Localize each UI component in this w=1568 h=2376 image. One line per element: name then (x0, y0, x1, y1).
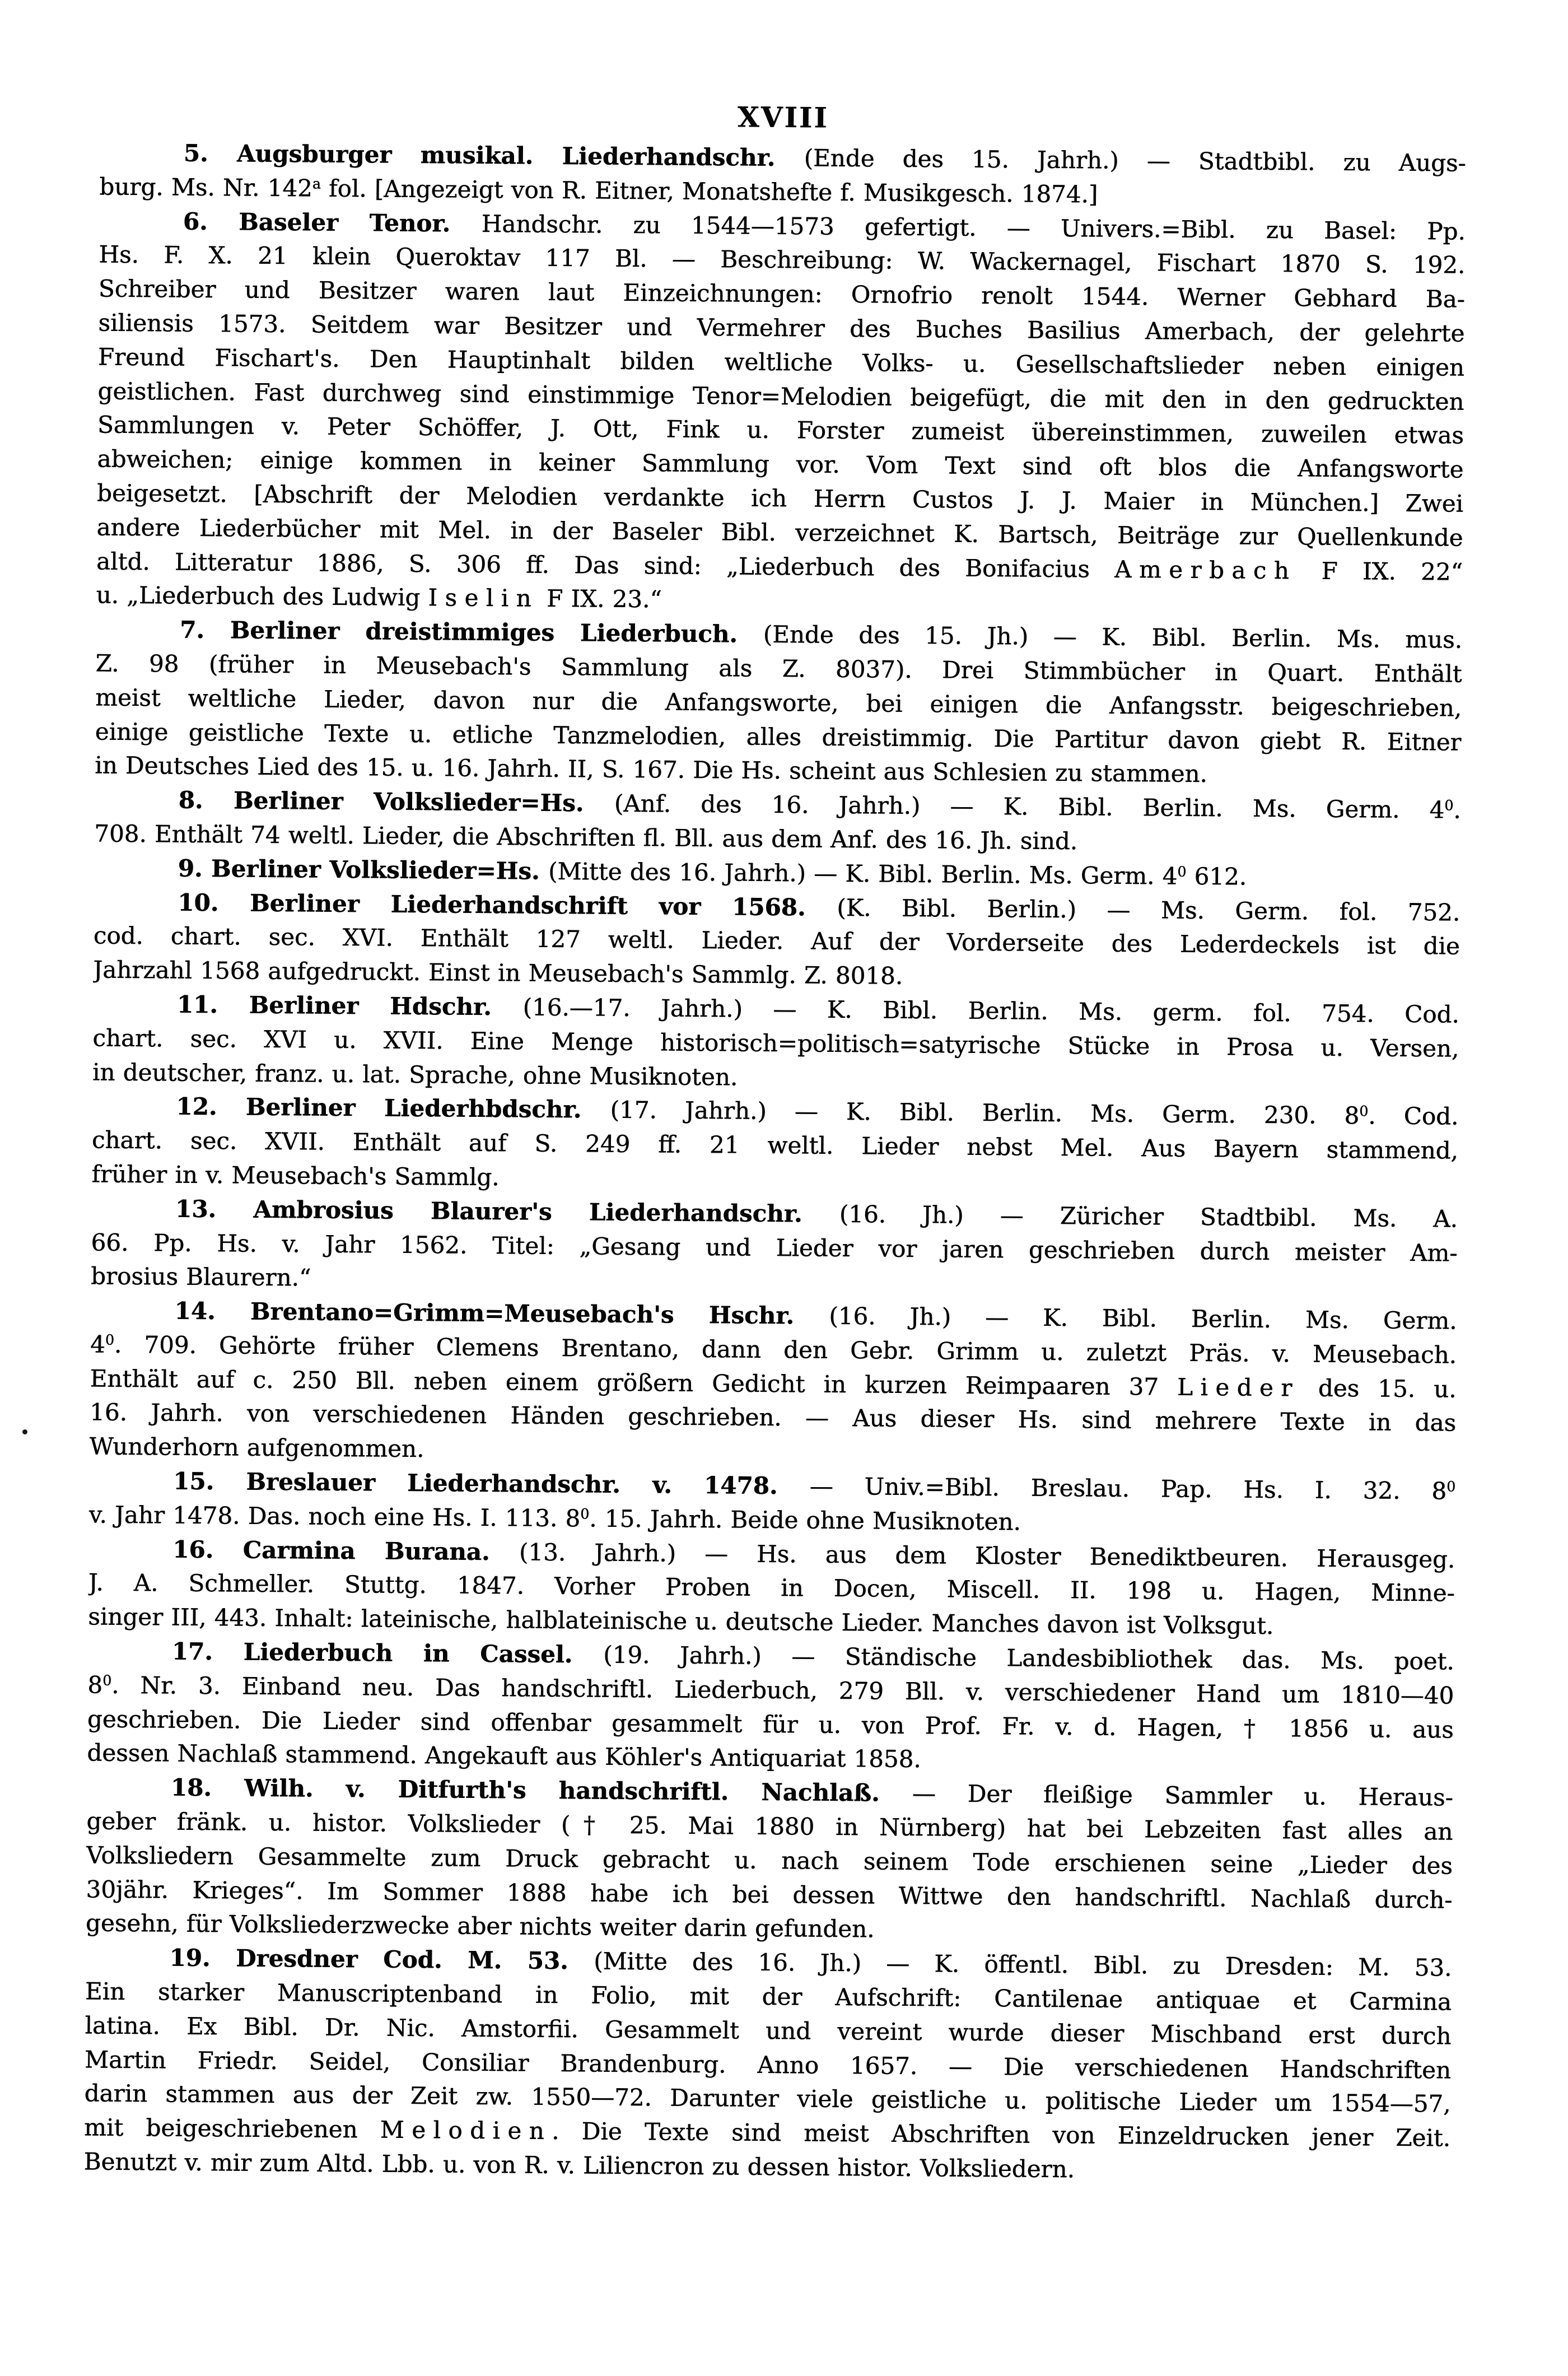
spaced-word: Iselin (428, 584, 539, 612)
entry-12 (91, 1089, 1458, 1203)
text-segment: 16. Jahrh. von verschiedenen Händen geschrieben. — Aus dieser Hs. sind mehrere Texte in das (89, 1398, 1457, 1437)
text-segment: geistlichen. Fast durchweg sind einstimmige Tenor=Melodien beigefügt, die mit den in den gedruckten (97, 376, 1464, 416)
text-segment: Wunderhorn aufgenommen. (89, 1432, 424, 1463)
entry-15 (88, 1464, 1455, 1543)
text-segment: 30jähr. Krieges“. Im Sommer 1888 habe ich bei dessen Wittwe den handschriftl. Nachlaß durch- (86, 1875, 1453, 1914)
text-segment: altd. Litteratur 1886, S. 306 ff. Das sind: „Liederbuch des Bonifacius (96, 547, 1115, 583)
text-segment: F IX. 23.“ (538, 584, 662, 613)
text-segment: — Univ.=Bibl. Breslau. Pap. Hs. I. 32. 8 (809, 1472, 1447, 1505)
text-segment: beigesetzt. [Abschrift der Melodien verdankte ich Herrn Custos J. J. Maier in München.] Zwei (96, 479, 1464, 518)
text-segment: Handschr. zu 1544—1573 gefertigt. — Univers.=Bibl. zu Basel: Pp. (481, 209, 1466, 245)
spaced-word: Amerbach (1114, 555, 1297, 584)
text-segment: (K. Bibl. Berlin.) — Ms. Germ. fol. 752. (837, 893, 1460, 926)
entry-8 (94, 783, 1461, 862)
entry-17 (87, 1634, 1454, 1781)
entry-title-segment: 9. Berliner Volkslieder=Hs. (178, 854, 549, 885)
text-segment: fol. [Angezeigt von R. Eitner, Monatshefte f. Musikgesch. 1874.] (320, 174, 1098, 208)
text-segment: Sammlungen v. Peter Schöffer, J. Ott, Fink u. Forster zumeist übereinstimmen, zuweilen etwas (97, 411, 1464, 449)
text-segment: gesehn, für Volksliederzwecke aber nichts weiter darin gefunden. (85, 1909, 875, 1943)
text-segment: Z. 98 (früher in Meusebach's Sammlung als Z. 8037). Drei Stimmbücher in Quart. Enthält (95, 649, 1462, 688)
text-segment: (Ende des 15. Jahrh.) — Stadtbibl. zu Augs- (804, 144, 1466, 177)
superscript: 0 (102, 1672, 112, 1689)
text-segment: 612. (1186, 862, 1247, 891)
entry-title-segment: 11. Berliner Hdschr. (176, 990, 523, 1021)
text-segment: (Ende des 15. Jh.) — K. Bibl. Berlin. Ms. mus. (763, 620, 1463, 654)
text-segment: — Der fleißige Sammler u. Heraus- (912, 1779, 1454, 1811)
text-segment: (19. Jahrh.) — Ständische Landesbibliothek das. Ms. poet. (603, 1641, 1454, 1675)
entry-title-segment: 8. Berliner Volkslieder=Hs. (178, 786, 615, 817)
text-segment: Martin Friedr. Seidel, Consiliar Brandenburg. Anno 1657. — Die verschiedenen Handschriften (84, 2045, 1452, 2084)
text-segment: F IX. 22“ (1296, 556, 1463, 586)
text-segment: Ein starker Manuscriptenband in Folio, mit der Aufschrift: Cantilenae antiquae et Carmina (85, 1977, 1452, 2016)
text-segment: . 15. Jahrh. Beide ohne Musiknoten. (589, 1504, 1021, 1536)
spaced-word: Melodien (380, 2116, 552, 2145)
spaced-word: Lieder (1177, 1373, 1300, 1401)
entry-title-segment: 15. Breslauer Liederhandschr. v. 1478. (173, 1467, 810, 1500)
entry-title-segment: 7. Berliner dreistimmiges Liederbuch. (179, 616, 764, 648)
superscript: 0 (580, 1506, 590, 1522)
entry-title-segment: 12. Berliner Liederhbdschr. (176, 1092, 610, 1124)
text-segment: latina. Ex Bibl. Dr. Nic. Amstorfii. Gesammelt und vereint wurde dieser Mischband erst durch (85, 2011, 1452, 2050)
text-segment: 8 (87, 1671, 103, 1699)
text-segment: abweichen; einige kommen in keiner Sammlung vor. Vom Text sind oft blos die Anfangsworte (97, 445, 1464, 483)
page-number: XVIII (737, 100, 829, 134)
entry-14 (89, 1293, 1457, 1474)
text-segment: Hs. F. X. 21 klein Queroktav 117 Bl. — Beschreibung: W. Wackernagel, Fischart 1870 S. 192. (99, 240, 1466, 279)
text-segment: . (1453, 796, 1461, 824)
text-segment: . 709. Gehörte früher Clemens Brentano, dann den Gebr. Grimm u. zuletzt Präs. v. Meusebach. (114, 1330, 1457, 1369)
entry-10 (93, 885, 1460, 998)
entry-16 (88, 1532, 1455, 1645)
superscript: 0 (1446, 1478, 1456, 1495)
entry-title-segment: 13. Ambrosius Blaurer's Liederhandschr. (175, 1195, 840, 1228)
entry-title-segment: 18. Wilh. v. Ditfurth's handschriftl. Nachlaß. (170, 1773, 913, 1807)
text-segment: (16.—17. Jahrh.) — K. Bibl. Berlin. Ms. germ. fol. 754. Cod. (522, 993, 1460, 1028)
text-segment: cod. chart. sec. XVI. Enthält 127 weltl. Lieder. Auf der Vorderseite des Lederdeckels ist die (93, 921, 1460, 960)
text-segment: darin stammen aus der Zeit zw. 1550—72. Darunter viele geistliche u. politische Lieder um 1554—57, (84, 2079, 1451, 2118)
text-segment: brosius Blaurern.“ (90, 1262, 311, 1292)
text-segment: (13. Jahrh.) — Hs. aus dem Kloster Benediktbeuren. Herausgeg. (519, 1538, 1455, 1573)
text-segment: andere Liederbücher mit Mel. in der Baseler Bibl. verzeichnet K. Bartsch, Beiträge zur Quellenkunde (96, 513, 1463, 552)
entry-7 (95, 613, 1462, 794)
entry-5 (99, 136, 1466, 215)
superscript: 0 (1177, 863, 1187, 880)
text-segment: Freund Fischart's. Den Hauptinhalt bilden weltliche Volks- u. Gesellschaftslieder neben einigen (97, 343, 1465, 381)
text-segment: J. A. Schmeller. Stuttg. 1847. Vorher Proben in Docen, Miscell. II. 198 u. Hagen, Minne- (88, 1568, 1455, 1607)
text-segment: (16. Jh.) — K. Bibl. Berlin. Ms. Germ. (829, 1302, 1457, 1335)
text-segment: chart. sec. XVI u. XVII. Eine Menge historisch=politisch=satyrische Stücke in Prosa u. Versen, (92, 1024, 1459, 1063)
ink-speck (22, 1429, 27, 1434)
text-segment: chart. sec. XVII. Enthält auf S. 249 ff. 21 weltl. Lieder nebst Mel. Aus Bayern stammend, (91, 1126, 1459, 1164)
text-segment: in Deutsches Lied des 15. u. 16. Jahrh. II, S. 167. Die Hs. scheint aus Schlesien zu stammen. (95, 751, 1208, 788)
entry-6 (96, 204, 1466, 623)
superscript: 0 (1359, 1103, 1369, 1120)
text-segment: mit beigeschriebenen (83, 2113, 380, 2144)
text-segment: geber fränk. u. histor. Volkslieder († 25. Mai 1880 in Nürnberg) hat bei Lebzeiten fast alles an (86, 1807, 1453, 1846)
entry-title-segment: 17. Liederbuch in Cassel. (171, 1637, 604, 1669)
entry-title-segment: 19. Dresdner Cod. M. 53. (169, 1944, 594, 1975)
text-segment: siliensis 1573. Seitdem war Besitzer und Vermehrer des Buches Basilius Amerbach, der gelehrte (98, 309, 1465, 347)
text-segment: Benutzt v. mir zum Altd. Lbb. u. von R. v. Liliencron zu dessen histor. Volksliedern. (83, 2147, 1075, 2183)
text-segment: Schreiber und Besitzer waren laut Einzeichnungen: Ornofrio renolt 1544. Werner Gebhard Ba- (98, 274, 1466, 313)
superscript: 0 (1444, 797, 1454, 814)
entry-title-segment: 6. Baseler Tenor. (183, 207, 482, 237)
text-segment: singer III, 443. Inhalt: lateinische, halblateinische u. deutsche Lieder. Manches davon ist Volksgut. (88, 1602, 1274, 1640)
text-segment: . Nr. 3. Einband neu. Das handschriftl. Liederbuch, 279 Bll. v. verschiedener Hand um 1810—40 (111, 1671, 1454, 1709)
entry-19 (83, 1941, 1452, 2190)
text-segment: 708. Enthält 74 weltl. Lieder, die Abschriften fl. Bll. aus dem Anf. des 16. Jh. sind. (94, 819, 1078, 855)
text-segment: u. „Liederbuch des Ludwig (96, 581, 428, 612)
text-segment: v. Jahr 1478. Das. noch eine Hs. I. 113. 8 (88, 1501, 581, 1532)
entry-title-segment: 16. Carmina Burana. (172, 1535, 520, 1566)
text-segment: Enthält auf c. 250 Bll. neben einem größern Gedicht in kurzen Reimpaaren 37 (90, 1364, 1178, 1401)
text-segment: des 15. u. (1299, 1373, 1457, 1403)
entry-title-segment: 14. Brentano=Grimm=Meusebach's Hschr. (174, 1297, 829, 1330)
text-segment: (17. Jahrh.) — K. Bibl. Berlin. Ms. Germ. 230. 8 (610, 1096, 1360, 1130)
text-segment: früher in v. Meusebach's Sammlg. (91, 1160, 500, 1191)
text-segment: geschrieben. Die Lieder sind offenbar gesammelt für u. von Prof. Fr. v. d. Hagen, † 1856 u. aus (87, 1704, 1454, 1744)
text-segment: (Mitte des 16. Jh.) — K. öffentl. Bibl. zu Dresden: M. 53. (594, 1947, 1452, 1982)
entry-13 (91, 1191, 1458, 1305)
text-segment: 66. Pp. Hs. v. Jahr 1562. Titel: „Gesang und Lieder vor jaren geschrieben durch meister Am- (91, 1228, 1458, 1267)
text-segment: (Mitte des 16. Jahrh.) — K. Bibl. Berlin. Ms. Germ. 4 (548, 857, 1178, 890)
entry-title-segment: 10. Berliner Liederhandschrift vor 1568. (178, 888, 837, 921)
text-segment: (16. Jh.) — Züricher Stadtbibl. Ms. A. (839, 1200, 1458, 1233)
superscript: 0 (105, 1331, 115, 1348)
text-segment: meist weltliche Lieder, davon nur die Anfangsworte, bei einigen die Anfangsstr. beigeschrieben, (95, 683, 1462, 722)
text-segment: . Cod. (1368, 1102, 1459, 1130)
text-segment: in deutscher, franz. u. lat. Sprache, ohne Musiknoten. (92, 1057, 738, 1091)
text-segment: 4 (90, 1330, 106, 1358)
text-segment: einige geistliche Texte u. etliche Tanzmelodien, alles dreistimmig. Die Partitur davon giebt R. Eitner (95, 717, 1462, 756)
text-segment: Volksliedern Gesammelte zum Druck gebracht u. nach seinem Tode erschienen seine „Lieder des (86, 1841, 1453, 1880)
text-segment: . Die Texte sind meist Abschriften von Einzeldrucken jener Zeit. (551, 2117, 1451, 2152)
entry-11 (92, 987, 1459, 1100)
page-body (83, 136, 1466, 2189)
text-segment: Jahrzahl 1568 aufgedruckt. Einst in Meusebach's Sammlg. Z. 8018. (93, 956, 903, 990)
superscript: a (312, 175, 321, 192)
entry-title-segment: 5. Augsburger musikal. Liederhandschr. (183, 139, 804, 172)
text-segment: dessen Nachlaß stammend. Angekauft aus Köhler's Antiquariat 1858. (87, 1739, 921, 1773)
text-segment: (Anf. des 16. Jahrh.) — K. Bibl. Berlin. Ms. Germ. 4 (614, 789, 1445, 824)
entry-18 (86, 1771, 1453, 1951)
text-segment: burg. Ms. Nr. 142 (99, 173, 312, 202)
